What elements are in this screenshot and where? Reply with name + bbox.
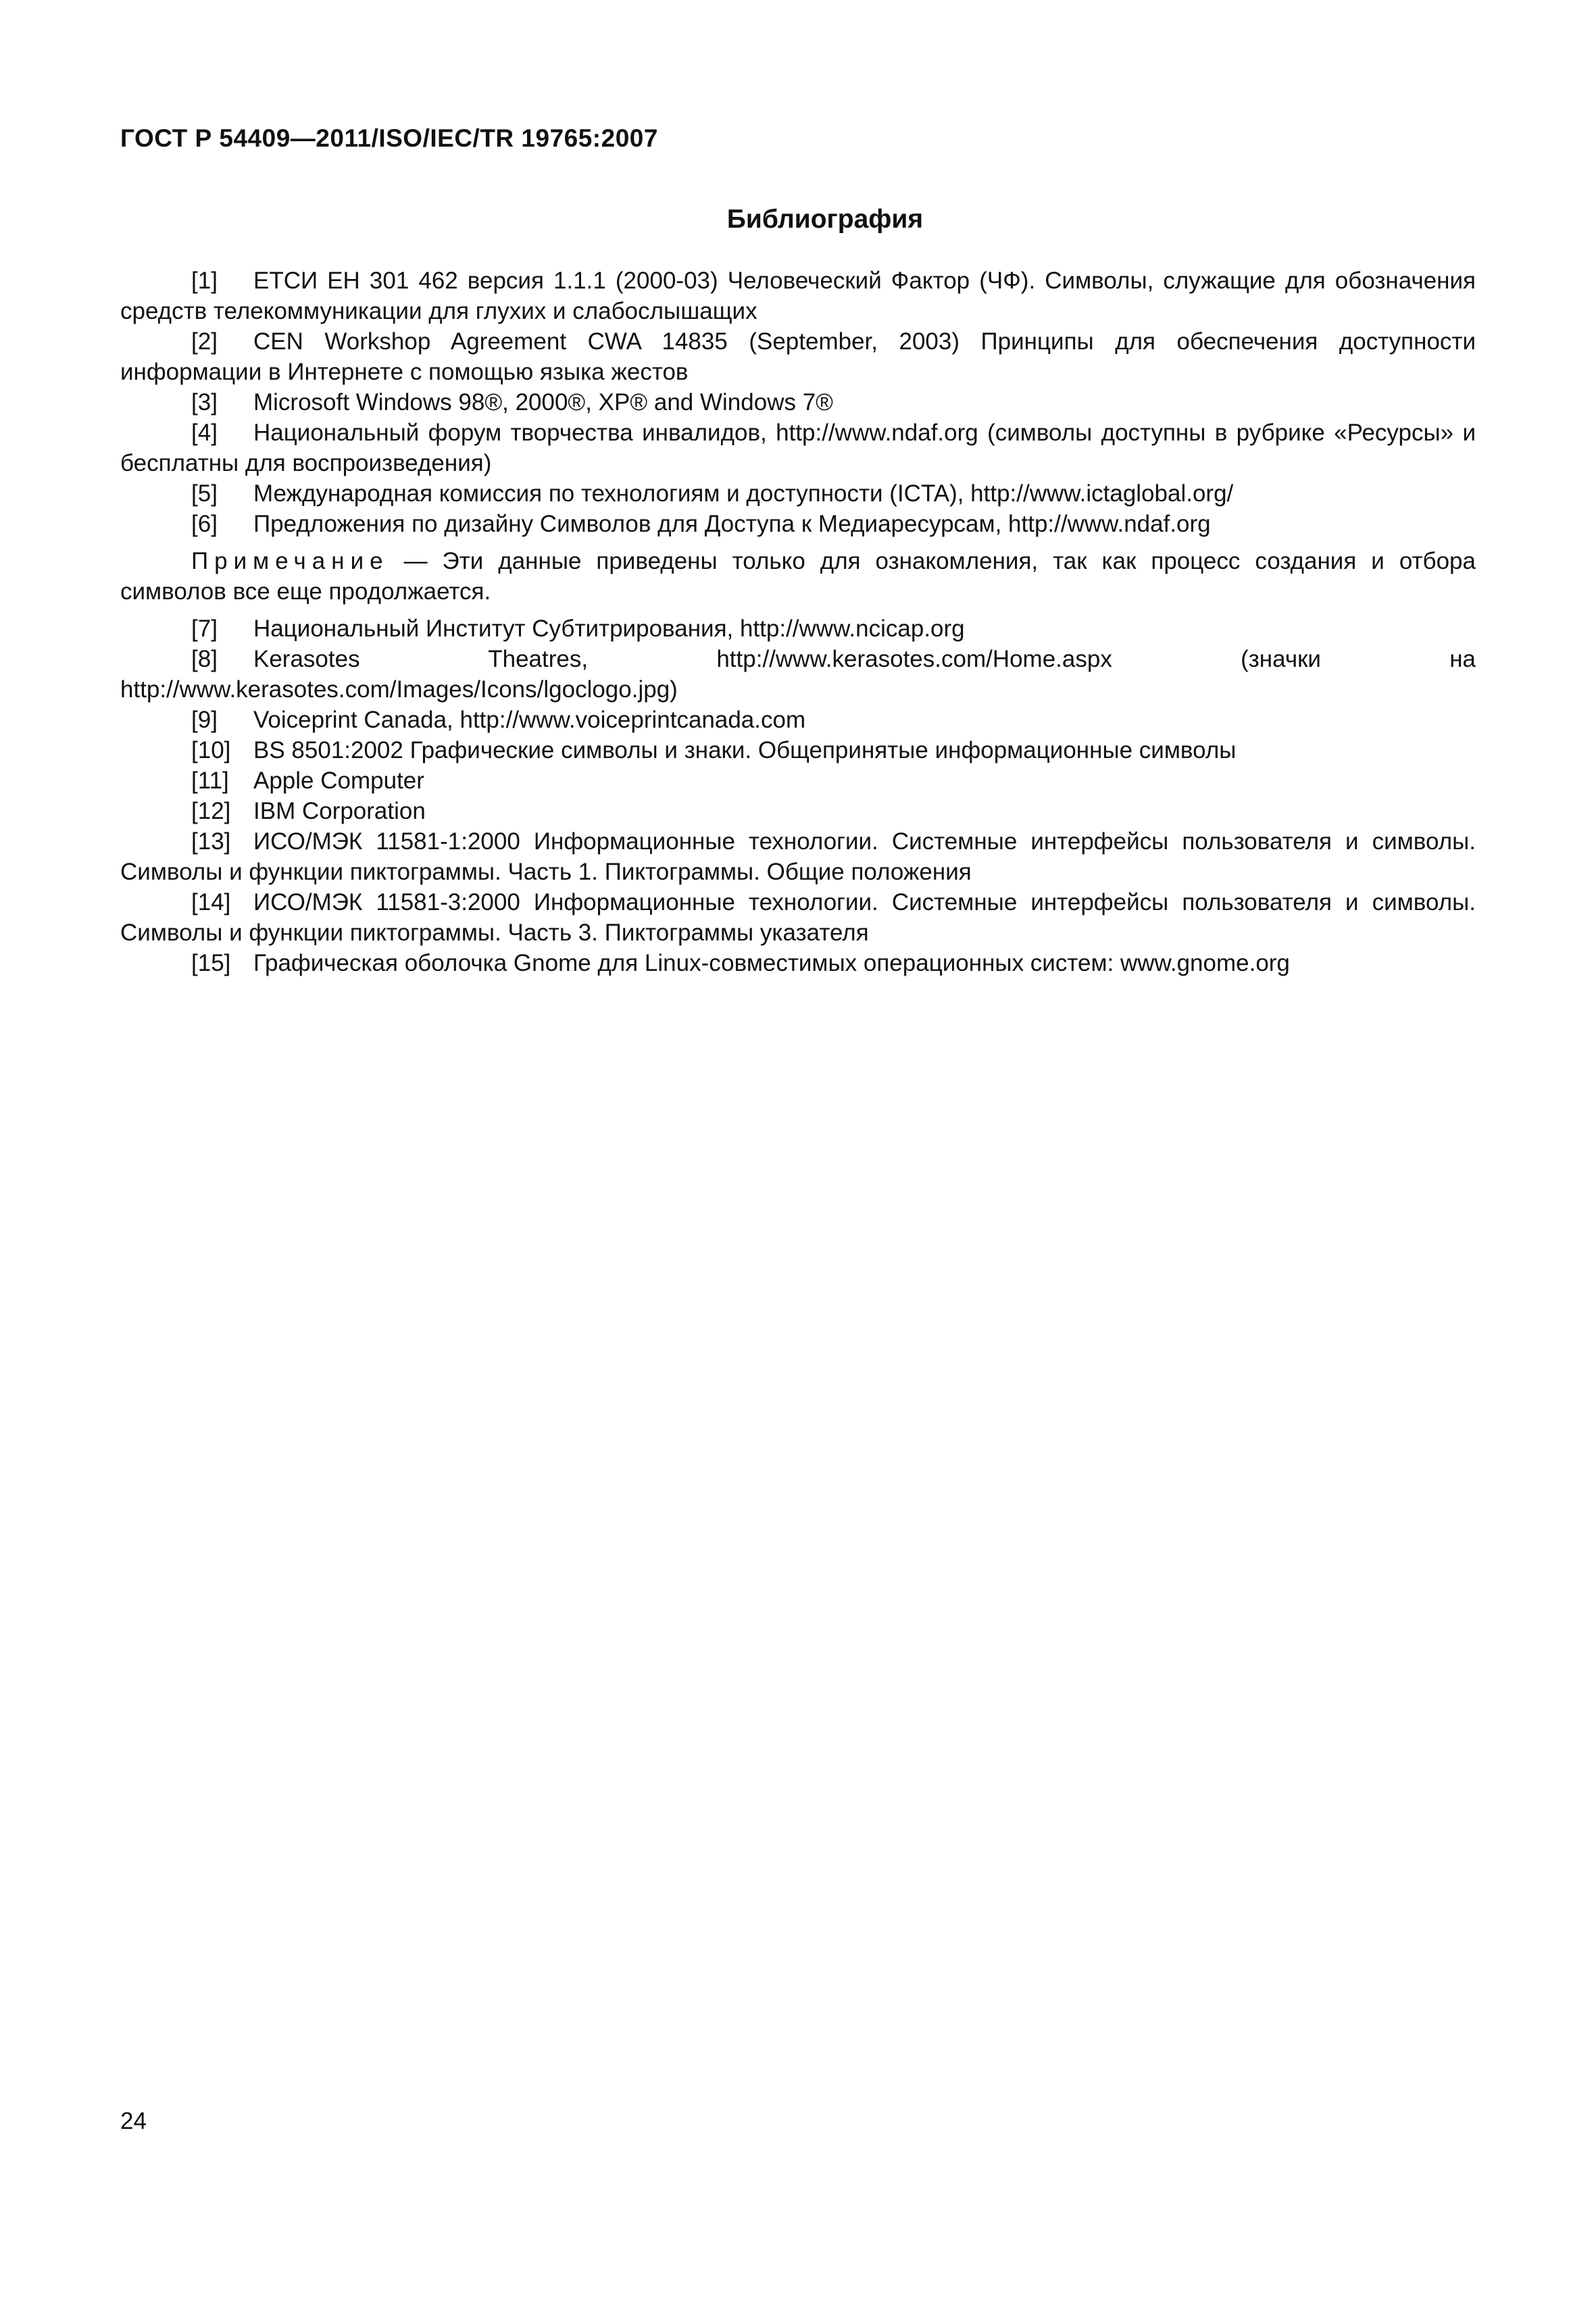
bibliography-entry-14 (120, 887, 1476, 948)
entry-number: [12] (191, 798, 231, 824)
entry-number: [9] (191, 707, 218, 733)
note-text: — Эти данные приведены только для ознакомления, так как процесс создания и отбора символов все еще продолжается. (120, 548, 1476, 605)
entry-number: [10] (191, 737, 231, 763)
entry-number: [1] (191, 268, 218, 294)
bibliography-entry-12 (120, 796, 1476, 826)
entry-number: [5] (191, 480, 218, 507)
entry-text: Национальный форум творчества инвалидов, http://www.ndaf.org (символы доступны в рубрике «Ресурсы» и бесплатны для воспроизведения) (120, 420, 1476, 476)
bibliography-entry-11 (120, 765, 1476, 796)
entry-text: Microsoft Windows 98®, 2000®, XP® and Windows 7® (253, 389, 833, 416)
bibliography-entry-7 (120, 613, 1476, 644)
entry-text: CEN Workshop Agreement CWA 14835 (September, 2003) Принципы для обеспечения доступности информации в Интернете с помощью языка жестов (120, 328, 1476, 385)
entry-number: [3] (191, 389, 218, 416)
entry-text: Voiceprint Canada, http://www.voiceprintcanada.com (253, 707, 806, 733)
entry-number: [2] (191, 328, 218, 355)
entry-number: [8] (191, 646, 218, 672)
entry-number: [6] (191, 511, 218, 537)
entry-text: Международная комиссия по технологиям и доступности (ICTA), http://www.ictaglobal.org/ (253, 480, 1234, 507)
bibliography-entry-2 (120, 326, 1476, 387)
entry-number: [11] (191, 768, 229, 794)
entry-number: [13] (191, 828, 231, 855)
entry-text: Kerasotes Theatres, http://www.kerasotes.com/Home.aspx (значки на http://www.kerasotes.com/Images/Icons/lgoclogo.jpg) (120, 646, 1476, 703)
bibliography-entry-1 (120, 266, 1476, 326)
entry-text: Предложения по дизайну Символов для Доступа к Медиаресурсам, http://www.ndaf.org (253, 511, 1211, 537)
entry-text: IBM Corporation (253, 798, 426, 824)
entry-text: BS 8501:2002 Графические символы и знаки. Общепринятые информационные символы (253, 737, 1237, 763)
entry-text: Национальный Институт Субтитрирования, http://www.ncicap.org (253, 615, 965, 642)
bibliography-entry-13 (120, 826, 1476, 887)
bibliography-entry-5 (120, 478, 1476, 509)
entry-number: [4] (191, 420, 218, 446)
entry-number: [7] (191, 615, 218, 642)
bibliography-entry-10 (120, 735, 1476, 765)
entry-text: ИСО/МЭК 11581-1:2000 Информационные технологии. Системные интерфейсы пользователя и символы. Символы и функции пиктограммы. Часть 1. Пиктограммы. Общие положения (120, 828, 1476, 885)
entry-text: ЕТСИ ЕН 301 462 версия 1.1.1 (2000-03) Человеческий Фактор (ЧФ). Символы, служащие для обозначения средств телекоммуникации для глухих и слабослышащих (120, 268, 1476, 324)
page-number: 24 (120, 2108, 147, 2134)
page-title: Библиография (726, 205, 924, 234)
bibliography-entry-15 (120, 948, 1476, 978)
note-label: Примечание (191, 548, 389, 574)
entry-number: [15] (191, 950, 231, 976)
entry-number: [14] (191, 889, 231, 915)
bibliography-entry-3 (120, 387, 1476, 418)
bibliography-entry-6 (120, 509, 1476, 539)
bibliography-entry-4 (120, 418, 1476, 478)
bibliography-entry-8 (120, 644, 1476, 705)
entry-text: ИСО/МЭК 11581-3:2000 Информационные технологии. Системные интерфейсы пользователя и символы. Символы и функции пиктограммы. Часть 3. Пиктограммы указателя (120, 889, 1476, 946)
entry-text: Графическая оболочка Gnome для Linux-совместимых операционных систем: www.gnome.org (253, 950, 1290, 976)
bibliography-entry-9 (120, 705, 1476, 735)
entry-text: Apple Computer (253, 768, 424, 794)
bibliography-list (120, 266, 1476, 978)
bibliography-note (120, 546, 1476, 607)
document-header: ГОСТ Р 54409—2011/ISO/IEC/TR 19765:2007 (120, 124, 658, 152)
